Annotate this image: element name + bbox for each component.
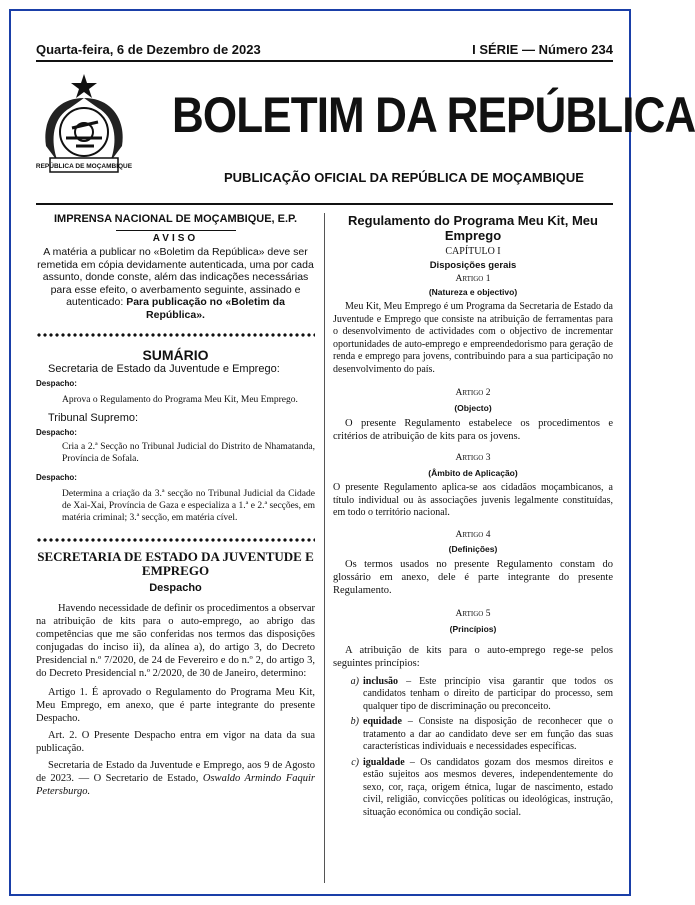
national-emblem-icon (36, 72, 132, 182)
principle-key: c) (351, 756, 359, 768)
artigo-3-text: O presente Regulamento aplica-se aos cidadãos moçambicanos, a título individual ou às associações juvenis legalmente constituídas, em todo o território nacional. (333, 482, 613, 518)
sumario-entry-2[interactable]: Cria a 2.ª Secção no Tribunal Judicial do Distrito de Nhamatanda, Província de Sofala. (62, 442, 315, 464)
artigo-1-heading: Artigo 1 (455, 274, 491, 284)
masthead-title: BOLETIM DA REPÚBLICA (172, 87, 695, 143)
signatory-name: Oswaldo Armindo Faquir Petersburgo. (36, 773, 315, 797)
sumario-type-1: Despacho: (36, 379, 77, 388)
issue-number: I SÉRIE — Número 234 (472, 42, 613, 57)
aviso-rule (116, 230, 236, 231)
artigo-4-heading: Artigo 4 (455, 529, 491, 540)
artigo-4-text: Os termos usados no presente Regulamento constam do glossário em anexo, dele é parte integrante do presente Regulamento. (333, 558, 613, 596)
svg-text:REPÚBLICA DE MOÇAMBIQUE: REPÚBLICA DE MOÇAMBIQUE (35, 163, 133, 170)
artigo-5-subtitle: (Princípios) (449, 623, 497, 634)
aviso-text (36, 246, 315, 321)
sumario-org-2: Tribunal Supremo: (48, 412, 139, 424)
chapter-heading: CAPÍTULO I (445, 246, 501, 257)
masthead-rule (36, 203, 613, 205)
principle-text: – Os candidatos gozam dos mesmos direitos e estão sujeitos aos mesmos deveres, independentemente do sexo, cor, raça, origem étnica, lugar de nascimento, estado civil, religião, convicções políticas ou ideológicas, instrução, situação económica ou condição social. (363, 756, 614, 818)
principle-item (333, 757, 613, 820)
artigo-3-subtitle: (Âmbito de Aplicação) (428, 468, 518, 478)
column-divider (324, 213, 325, 883)
artigo-2-subtitle: (Objecto) (454, 403, 492, 413)
principle-text: – Consiste na disposição de reconhecer que o tratamento a dar ao candidato deve ser em função das suas características individuais e necessidades específicas. (363, 716, 613, 752)
principle-term: equidade (363, 716, 402, 727)
principle-item (333, 676, 613, 714)
despacho-artigo-2: Art. 2. O Presente Despacho entra em vigor na data da sua publicação. (36, 730, 315, 754)
header-rule (36, 60, 613, 62)
signature-line: Secretaria de Estado da Juventude e Emprego, aos 9 de Agosto de 2023. — O Secretario de Estado, (36, 760, 315, 784)
imprensa-heading: IMPRENSA NACIONAL DE MOÇAMBIQUE, E.P. (53, 213, 298, 225)
aviso-title: AVISO (152, 233, 199, 244)
regulamento-title: Regulamento do Programa Meu Kit, Meu Emprego (348, 213, 598, 243)
principle-key: b) (350, 716, 359, 727)
sumario-entry-1[interactable]: Aprova o Regulamento do Programa Meu Kit, Meu Emprego. (62, 395, 298, 405)
sumario-type-3: Despacho: (36, 473, 77, 482)
chapter-subtitle: Disposições gerais (429, 260, 517, 271)
principle-item (333, 716, 613, 754)
masthead-subtitle: PUBLICAÇÃO OFICIAL DA REPÚBLICA DE MOÇAMBIQUE (224, 170, 584, 185)
issue-date: Quarta-feira, 6 de Dezembro de 2023 (36, 42, 261, 57)
aviso-body: A matéria a publicar no «Boletim da República» deve ser remetida em cópia devidamente autenticada, uma por cada assunto, donde conste, além das indicações necessárias para esse efeito, o averbamento seguinte, assinado e autenticado: (37, 246, 314, 308)
artigo-4-subtitle: (Definições) (448, 543, 498, 554)
section-title: SECRETARIA DE ESTADO DA JUVENTUDE E EMPREGO (37, 549, 314, 578)
principle-key: a) (350, 675, 359, 687)
artigo-5-heading: Artigo 5 (455, 608, 491, 619)
sumario-type-2: Despacho: (36, 428, 77, 437)
sumario-entry-3[interactable]: Determina a criação da 3.ª secção no Tribunal Judicial da Cidade de Xai-Xai, Província de Gaza e especializa a 1.ª e 2.ª secções, em matéria criminal; 3.ª secção, em matéria cível. (62, 489, 315, 523)
artigo-1-subtitle: (Natureza e objectivo) (428, 287, 518, 297)
artigo-1-text: Meu Kit, Meu Emprego é um Programa da Secretaria de Estado da Juventude e Emprego que consiste na atribuição de ferramentas para o desenvolvimento de actividades com o objectivo de incrementar oportunidades de auto-emprego e empreendedorismo para geração de renda e emprego para jovens, contribuindo para a sua participação no desenvolvimento do país. (333, 301, 613, 375)
dotted-separator (36, 331, 315, 339)
sumario-org-1: Secretaria de Estado da Juventude e Emprego: (48, 363, 280, 375)
artigo-3-heading: Artigo 3 (455, 453, 491, 463)
dotted-separator (36, 536, 315, 544)
right-column (333, 213, 613, 819)
aviso-bold: Para publicação no «Boletim da República». (126, 296, 285, 321)
despacho-intro: Havendo necessidade de definir os procedimentos a observar na atribuição de kits para o auto-emprego, ao abrigo das competências que me são conferidas nos termos das disposições conjugadas do inciso ii), da alínea a), do artigo 3, do Decreto Presidencial n.º 7/2020, de 24 de Fevereiro e do n.º 2, do artigo 3, do Decreto Presidencial n.º 2/2020, de 30 de Janeiro, determino: (36, 603, 315, 679)
principle-text: – Este princípio visa garantir que todos os candidatos tenham o direito de participar do processo, sem qualquer tipo de discriminação ou preconceito. (363, 675, 613, 712)
principle-term: igualdade (363, 756, 405, 768)
artigo-2-heading: Artigo 2 (455, 388, 491, 398)
section-subtitle: Despacho (149, 582, 202, 594)
artigo-5-text: A atribuição de kits para o auto-emprego rege-se pelos seguintes princípios: (333, 644, 613, 669)
despacho-signature-block (36, 759, 315, 798)
principle-term: inclusão (363, 675, 399, 687)
artigo-2-text: O presente Regulamento estabelece os procedimentos e critérios de atribuição de kits para os jovens. (333, 418, 613, 442)
despacho-artigo-1: Artigo 1. É aprovado o Regulamento do Programa Meu Kit, Meu Emprego, em anexo, que é parte integrante do presente Despacho. (36, 687, 315, 724)
issue-header (36, 42, 613, 58)
left-column (36, 213, 315, 798)
sumario-title: SUMÁRIO (142, 347, 209, 363)
